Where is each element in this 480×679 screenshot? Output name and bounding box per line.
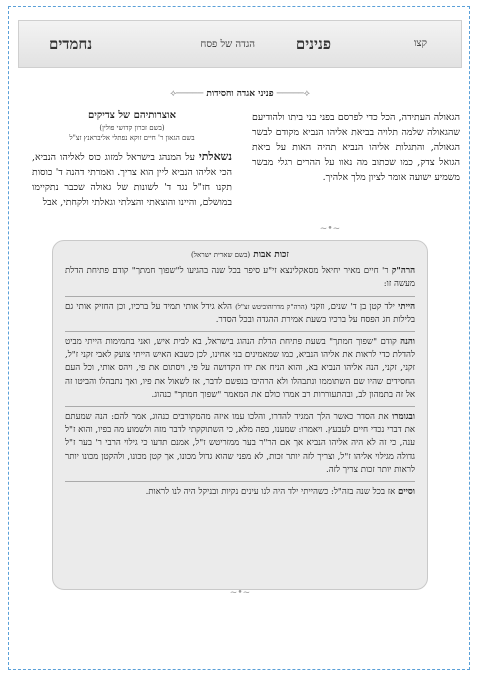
story-box: [52, 240, 428, 590]
box-paragraph-4: [65, 411, 415, 477]
page-number: קצו: [413, 38, 427, 49]
left-column-body: [32, 149, 232, 210]
separator: [65, 481, 415, 482]
box-paragraph-1: [65, 265, 415, 291]
left-column: [32, 108, 232, 210]
divider-ornament-icon: ~•~: [319, 224, 341, 234]
lead-word: והנה: [400, 337, 416, 348]
box-ornament-icon: ~•~: [229, 588, 251, 598]
header-title-nechmadim: נחמדים: [49, 35, 93, 53]
header-subtitle: הגדה של פסח: [200, 39, 255, 50]
ornament-icon: ⟡─────: [276, 89, 310, 99]
section-title: [18, 88, 462, 99]
paragraph-text: ר' חיים מאיר יחיאל מסאקלינצא זי"ע סיפר בכל שנה בהגיעו ל"שפוך חמתך" קודם פתיחת הדלת מעשה זו:: [65, 266, 415, 290]
paragraph-note: (הרה"ק מדרוהוביטש זצ"ל): [235, 302, 308, 311]
paragraph-text: את הסדר כאשר הלך המגיד להדרו, והלכו עמו איזה מהמקורבים כנהוג, אמר להם: הנה שמעתם את דברי נכדי חיים לעבעץ. ויאמרו: שמענו, בפה מלא, כי השתוקקתי לדבר מזה ולשמוע מה בפיו, והוא ז"ל ענה, כי זה לא היה אליהו הנביא אך אם הר"ר בער ממזריטש ז"ל, אמנם תדעו כי גילוי הרבי ר' בער ז"ל גדולה מגילוי אליהו ז"ל, וצריך לזה יותר זכות, לא מפני שהוא גדול מכונו, אך קטן מכונו, ולהקטן מכונו יותר לראות יותר זכות צריך לזה.: [65, 412, 415, 475]
box-title-text: זכות אבות: [253, 250, 289, 260]
right-column: [252, 110, 460, 185]
paragraph-text: קודם "שפוך חמתך" בשעת פתיחת הדלת הנהוג בישראל, בא לבית איש, ואני בתמימות הייתי מביט להדלת כדי לראות את אליהו הנביא, כמו שמאמינים בני אחינו, לכן כשבא האיש הייתי צועק לאבי זקני ז"ל, זקני, זקני, הנה אליהו הנביא בא, והוא הניח את ידו הקדושה על פי, ויסתום את פי, ויהס אותי, וכל העם החסידים שהיו שם השתוממו ונתבהלו ולא הרהיבו בנפשם לדבר, אז לשאול את פיו, ואך נתבהלו והביטו זה אל זה בתמהון לב, ובהתעוררות רב אמרו כולם את המאמר "שפוך חמתך" כנהוג.: [65, 337, 415, 400]
left-column-title: אוצרותיהם של צדיקים: [87, 110, 176, 121]
header-title-peninim: פנינים: [295, 35, 331, 53]
section-title-text: פניני אגדה וחסידות: [206, 89, 274, 99]
paragraph-text: ילד קטן בן ד' שנים, וזקני: [310, 301, 395, 312]
paragraph-text: הלא גידל אותי תמיד על ברכיו, וכן החזיק אותי גם בלילות חג הפסח על ברכיו בשעת אמירת ההגדה ובכל הסדר.: [65, 301, 415, 325]
right-column-text: הגאולה העתידה, הכל כדי לפרסם בפני בני ביתו ולהודיעם שהגאולה שלמה תלויה בביאת אליהו הנביא מקודם לבשר הגאולה, והתגלות אליהו הנביא תהיה האות על ביאת הגואל צדק, כמו שכתוב מה נאוו על ההרים רגלי מבשר משמיע ישועה אומר לציון מלך אלהיך.: [252, 112, 460, 183]
separator: [65, 406, 415, 407]
box-paragraph-2: [65, 301, 415, 327]
page-header: [18, 20, 462, 68]
left-column-source-rabbi: בשם הגאון ר' חיים זוקא נפתלי אליבראנץ זצ"ל: [69, 134, 195, 142]
lead-word: הייתי: [398, 301, 416, 312]
box-paragraph-5: [65, 486, 415, 499]
lead-word: וסיים: [398, 487, 415, 498]
separator: [65, 331, 415, 332]
box-title: [65, 249, 415, 262]
ornament-icon: ─────⟡: [170, 89, 204, 99]
box-paragraph-3: [65, 336, 415, 402]
box-title-note: (בשם שארית ישראל): [191, 251, 251, 259]
lead-word: ובגומרו: [392, 412, 415, 423]
separator: [65, 296, 415, 297]
left-column-source: (בשם זכרון קדושי פולין): [99, 124, 165, 132]
lead-word: הרה"ק: [391, 266, 416, 277]
left-column-text: על המנהג בישראל למזוג כוס לאליהו הנביא, הכי אליהו הנביא ליין הוא צריך. ואמרתי דהנה ד' כוסות תקנו חז"ל נגד ד' לשונות של גאולה שכבר נתקיימו במושלם, והיינו והוצאתי והצלתי וגאלתי ולקחתי, אבל: [32, 152, 232, 208]
paragraph-text: אז בכל שנה בזה"ל: כשהייתי ילד היה לנו עינים נקיות ובניקל היה לנו לראות.: [145, 487, 396, 498]
lead-word: נשאלתי: [198, 150, 232, 163]
